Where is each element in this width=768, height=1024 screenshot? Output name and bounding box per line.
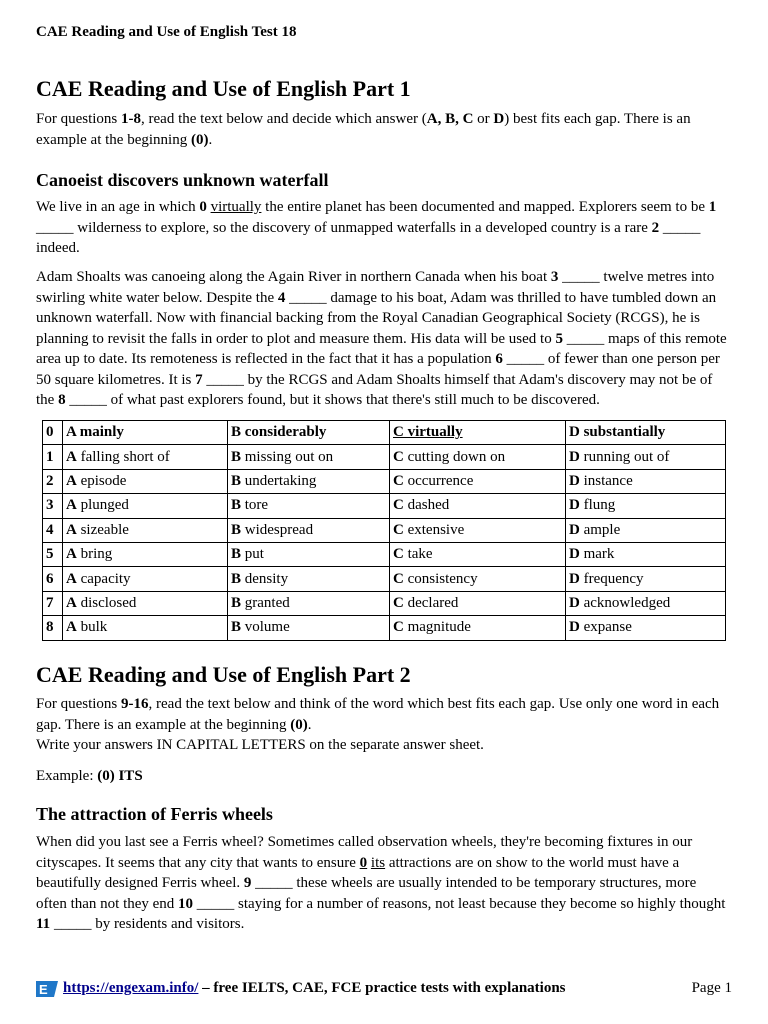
option-d: D flung xyxy=(566,494,726,518)
option-c: C occurrence xyxy=(390,469,566,493)
options-table xyxy=(42,420,726,641)
footer-text xyxy=(63,980,566,997)
part2-instructions-caps: Write your answers IN CAPITAL LETTERS on the separate answer sheet. xyxy=(36,737,484,753)
option-b: B tore xyxy=(228,494,390,518)
page-footer xyxy=(36,979,732,999)
option-d: D instance xyxy=(566,469,726,493)
option-c: C magnitude xyxy=(390,616,566,640)
option-b: B density xyxy=(228,567,390,591)
question-number: 2 xyxy=(43,469,63,493)
option-c: C declared xyxy=(390,591,566,615)
option-c: C cutting down on xyxy=(390,445,566,469)
option-b: B volume xyxy=(228,616,390,640)
part1-paragraph-1: We live in an age in which 0 virtually the entire planet has been documented and mapped. Explorers seem to be 1 _____ wilderness to explore, so the discovery of unmapped waterfalls in a developed country is a rare 2 _____ indeed. xyxy=(36,199,717,256)
option-d: D frequency xyxy=(566,567,726,591)
footer-tagline: – free IELTS, CAE, FCE practice tests with explanations xyxy=(198,980,566,996)
example-answer: its xyxy=(370,854,386,871)
question-number: 7 xyxy=(43,591,63,615)
table-row xyxy=(43,421,726,445)
part2-paragraph-1: When did you last see a Ferris wheel? Sometimes called observation wheels, they're becoming fixtures in our cityscapes. It seems that any city that wants to ensure 0 its attractions are on show to the world must have a beautifully designed Ferris wheel. 9 _____ these wheels are usually intended to be temporary structures, more often than not they end 10 _____ staying for a number of reasons, not least because they become so highly thought 11 _____ by residents and visitors. xyxy=(36,834,726,932)
option-c: C extensive xyxy=(390,518,566,542)
table-row xyxy=(43,518,726,542)
part1-instructions: For questions 1-8, read the text below and decide which answer (A, B, C or D) best fits each gap. There is an example at the beginning (0). xyxy=(36,111,691,148)
option-b: B granted xyxy=(228,591,390,615)
option-c: C take xyxy=(390,542,566,566)
option-b: B put xyxy=(228,542,390,566)
part2-title: CAE Reading and Use of English Part 2 xyxy=(36,662,411,687)
option-d: D acknowledged xyxy=(566,591,726,615)
option-c: C consistency xyxy=(390,567,566,591)
option-b: B considerably xyxy=(228,421,390,445)
question-number: 3 xyxy=(43,494,63,518)
part2-instructions: For questions 9-16, read the text below and think of the word which best fits each gap. Use only one word in each gap. There is an example at the beginning (0). Write your answers IN CAPITAL LETTERS on the separate answer sheet. xyxy=(36,696,720,753)
table-row xyxy=(43,591,726,615)
example-answer: virtually xyxy=(210,199,262,215)
svg-text:E: E xyxy=(39,982,48,997)
option-b: B undertaking xyxy=(228,469,390,493)
option-a: A falling short of xyxy=(63,445,228,469)
option-a: A mainly xyxy=(63,421,228,445)
table-row xyxy=(43,445,726,469)
option-b: B widespread xyxy=(228,518,390,542)
question-number: 6 xyxy=(43,567,63,591)
option-d: D mark xyxy=(566,542,726,566)
part2-story-title: The attraction of Ferris wheels xyxy=(36,804,273,824)
option-a: A bring xyxy=(63,542,228,566)
option-d: D running out of xyxy=(566,445,726,469)
question-number: 0 xyxy=(43,421,63,445)
question-number: 4 xyxy=(43,518,63,542)
option-a: A sizeable xyxy=(63,518,228,542)
option-c: C dashed xyxy=(390,494,566,518)
question-number: 1 xyxy=(43,445,63,469)
option-d: D substantially xyxy=(566,421,726,445)
option-d: D expanse xyxy=(566,616,726,640)
part1-story-title: Canoeist discovers unknown waterfall xyxy=(36,170,329,190)
option-d: D ample xyxy=(566,518,726,542)
option-b: B missing out on xyxy=(228,445,390,469)
question-number: 8 xyxy=(43,616,63,640)
document-header: CAE Reading and Use of English Test 18 xyxy=(36,24,297,40)
engexam-logo-icon xyxy=(36,981,58,997)
table-row xyxy=(43,494,726,518)
option-a: A disclosed xyxy=(63,591,228,615)
table-row xyxy=(43,542,726,566)
page-number: Page 1 xyxy=(691,980,732,996)
footer-link[interactable]: https://engexam.info/ xyxy=(63,980,199,996)
part1-paragraph-2: Adam Shoalts was canoeing along the Again River in northern Canada when his boat 3 _____ twelve metres into swirling white water below. Despite the 4 _____ damage to his boat, Adam was thrilled to have tumbled down an unknown waterfall. Now with financial backing from the Royal Canadian Geographical Society (RCGS), he is planning to revisit the falls in order to plot and measure them. His data will be used to 5 _____ maps of this remote area up to date. Its remoteness is reflected in the fact that it has a population 6 _____ of fewer than one person per 50 square kilometres. It is 7 _____ by the RCGS and Adam Shoalts himself that Adam's discovery may not be of the 8 _____ of what past explorers found, but it shows that there's still much to be discovered. xyxy=(36,269,727,408)
option-a: A plunged xyxy=(63,494,228,518)
option-a: A episode xyxy=(63,469,228,493)
table-row xyxy=(43,469,726,493)
option-c: C virtually xyxy=(390,421,566,445)
table-row xyxy=(43,567,726,591)
question-number: 5 xyxy=(43,542,63,566)
part1-title: CAE Reading and Use of English Part 1 xyxy=(36,76,411,101)
option-a: A bulk xyxy=(63,616,228,640)
option-a: A capacity xyxy=(63,567,228,591)
part2-example: Example: (0) ITS xyxy=(36,768,143,784)
table-row xyxy=(43,616,726,640)
